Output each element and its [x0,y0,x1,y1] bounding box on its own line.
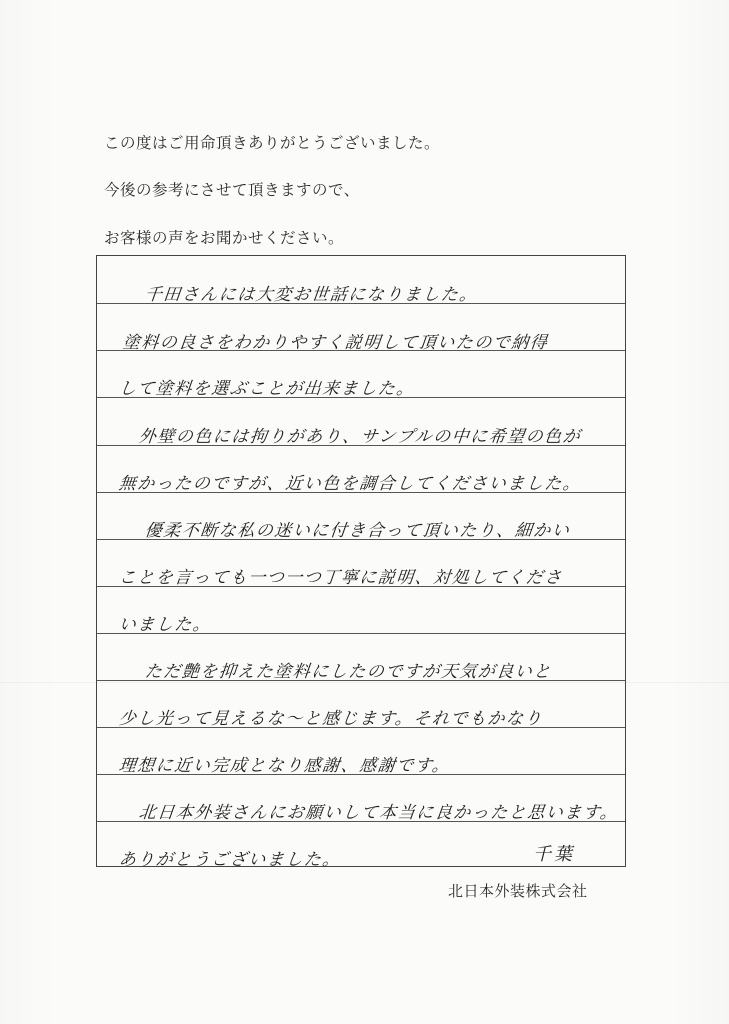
handwritten-line: 北日本外装さんにお願いして本当に良かったと思います。 [137,803,620,823]
handwritten-line: 少し光って見えるな～と感じます。それでもかなり [117,709,544,729]
handwritten-line: ありがとうございました。 [117,850,342,870]
handwritten-line: 無かったのですが、近い色を調合してくださいました。 [117,474,583,494]
handwritten-line: 理想に近い完成となり感謝、感謝です。 [117,756,452,776]
prompt-line-1: この度はご用命頂きありがとうございました。 [104,134,441,152]
prompt-line-2: 今後の参考にさせて頂きますので、 [104,181,360,199]
handwritten-line: ことを言っても一つ一つ丁寧に説明、対処してくださ [117,568,564,588]
handwritten-line: して塗料を選ぶことが出来ました。 [117,379,416,399]
handwritten-line: 千田さんには大変お世話になりました。 [143,285,479,305]
handwritten-line: 塗料の良さをわかりやすく説明して頂いたので納得 [121,333,550,353]
company-name: 北日本外装株式会社 [448,882,588,900]
handwritten-line: 外壁の色には拘りがあり、サンプルの中に希望の色が [137,427,583,447]
handwritten-letter-box [96,255,626,870]
prompt-line-3: お客様の声をお聞かせください。 [104,229,345,247]
customer-signature: 千葉 [533,844,575,865]
handwritten-line: いました。 [117,615,213,635]
handwritten-line: 優柔不断な私の迷いに付き合って頂いたり、細かい [143,521,572,541]
handwritten-line: ただ艶を抑えた塗料にしたのですが天気が良いと [143,662,553,682]
